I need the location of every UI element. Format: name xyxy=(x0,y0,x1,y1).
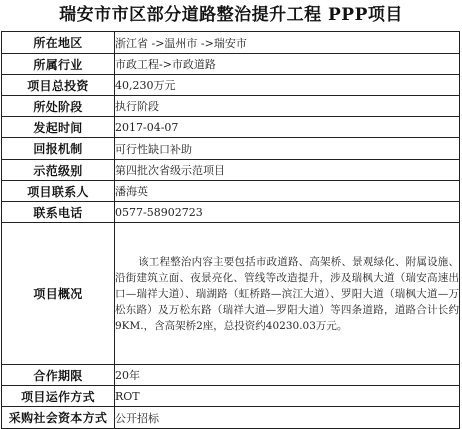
row-label: 发起时间 xyxy=(2,117,115,138)
table-row-start-date xyxy=(2,117,460,138)
project-info-table xyxy=(1,31,460,429)
row-value: 执行阶段 xyxy=(115,96,460,117)
row-value: ROT xyxy=(115,386,460,407)
table-row-industry xyxy=(2,54,460,75)
table-row-total-investment xyxy=(2,75,460,96)
row-label: 所属行业 xyxy=(2,54,115,75)
row-value: 40,230万元 xyxy=(115,75,460,96)
table-row-contact-phone xyxy=(2,202,460,223)
row-label: 项目概况 xyxy=(2,223,115,365)
table-row-stage xyxy=(2,96,460,117)
table-row-demo-level xyxy=(2,160,460,181)
row-label: 采购社会资本方式 xyxy=(2,407,115,429)
table-row-return-mechanism xyxy=(2,138,460,160)
row-label: 所在地区 xyxy=(2,32,115,54)
row-label: 联系电话 xyxy=(2,202,115,223)
row-value: 20年 xyxy=(115,365,460,386)
row-value: 2017-04-07 xyxy=(115,117,460,138)
row-value: 0577-58902723 xyxy=(115,202,460,223)
table-row-procurement-method xyxy=(2,407,460,429)
row-value: 潘海英 xyxy=(115,181,460,202)
table-row-region xyxy=(2,32,460,54)
table-row-cooperation-term xyxy=(2,365,460,386)
row-value: 公开招标 xyxy=(115,407,460,429)
row-value: 市政工程->市政道路 xyxy=(115,54,460,75)
row-value: 浙江省 ->温州市 ->瑞安市 xyxy=(115,32,460,54)
row-value: 第四批次省级示范项目 xyxy=(115,160,460,181)
table-row-contact-person xyxy=(2,181,460,202)
project-overview-text: 该工程整治内容主要包括市政道路、高架桥、景观绿化、附属设施、沿街建筑立面、夜景亮化、管线等改造提升，涉及瑞枫大道（瑞安高速出口—瑞祥大道）、瑞湖路（虹桥路—滨江大道）、罗阳大道（瑞枫大道—万松东路）及万松东路（瑞祥大道—罗阳大道）等四条道路，道路合计长约9KM.，含高架桥2座，总投资约40230.03万元。 xyxy=(115,223,460,365)
table-row-overview xyxy=(2,223,460,365)
row-label: 合作期限 xyxy=(2,365,115,386)
row-label: 项目运作方式 xyxy=(2,386,115,407)
page-title: 瑞安市市区部分道路整治提升工程 PPP项目 xyxy=(59,5,403,25)
row-label: 项目总投资 xyxy=(2,75,115,96)
row-value: 可行性缺口补助 xyxy=(115,138,460,160)
row-label: 示范级别 xyxy=(2,160,115,181)
row-label: 所处阶段 xyxy=(2,96,115,117)
row-label: 项目联系人 xyxy=(2,181,115,202)
table-row-operation-mode xyxy=(2,386,460,407)
row-label: 回报机制 xyxy=(2,138,115,160)
